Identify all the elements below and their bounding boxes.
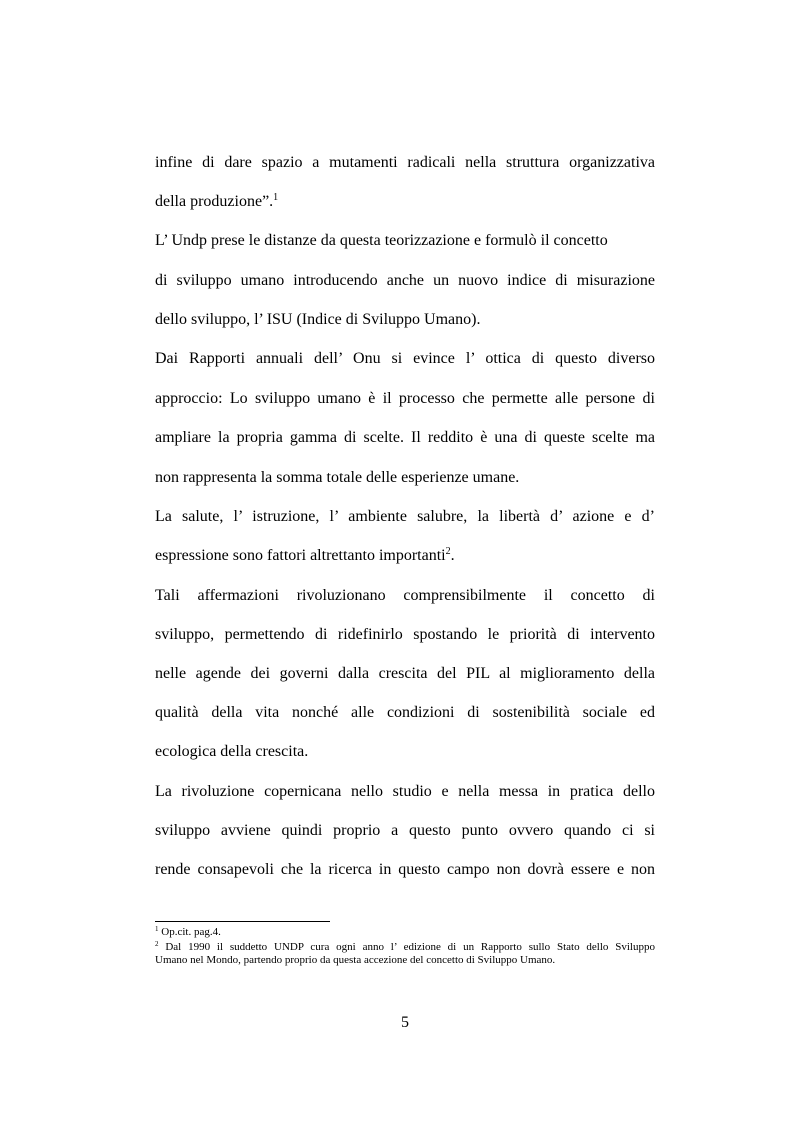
body-line-text: . [450,547,455,564]
page-number: 5 [401,1014,409,1031]
footnote-ref: 1 [273,192,279,203]
body-line: sviluppo avviene quindi proprio a questo punto ovvero quando ci si [155,822,655,839]
footnote-separator [155,921,330,922]
footnote-2 [155,941,655,954]
body-line [155,546,655,566]
body-line: nelle agende dei governi dalla crescita del PIL al miglioramento della [155,665,655,682]
footnote-mark: 1 [155,925,159,933]
footnote-mark: 2 [155,940,159,948]
body-line: ecologica della crescita. [155,743,309,760]
body-line: di sviluppo umano introducendo anche un nuovo indice di misurazione [155,272,655,289]
body-line: qualità della vita nonché alle condizioni di sostenibilità sociale ed [155,704,655,721]
body-line: La salute, l’ istruzione, l’ ambiente salubre, la libertà d’ azione e d’ [155,508,655,525]
body-line: Tali affermazioni rivoluzionano comprensibilmente il concetto di [155,587,655,604]
body-line-text: espressione sono fattori altrettanto importanti [155,547,446,564]
footnote-2-continuation: Umano nel Mondo, partendo proprio da questa accezione del concetto di Sviluppo Umano. [155,954,556,966]
body-line: non rappresenta la somma totale delle esperienze umane. [155,469,520,486]
footnote-text: Op.cit. pag.4. [158,926,221,938]
body-line [155,192,655,212]
body-line: infine di dare spazio a mutamenti radicali nella struttura organizzativa [155,154,655,171]
body-line: L’ Undp prese le distanze da questa teorizzazione e formulò il concetto [155,232,608,249]
body-line: approccio: Lo sviluppo umano è il processo che permette alle persone di [155,390,655,407]
body-line: dello sviluppo, l’ ISU (Indice di Sviluppo Umano). [155,311,481,328]
body-line-text: della produzione”. [155,193,274,210]
body-line: sviluppo, permettendo di ridefinirlo spostando le priorità di intervento [155,626,655,643]
body-line: La rivoluzione copernicana nello studio e nella messa in pratica dello [155,783,655,800]
footnote-text: Dal 1990 il suddetto UNDP cura ogni anno l’ edizione di un Rapporto sullo Stato dello Sviluppo [158,941,655,953]
footnote-1 [155,926,655,939]
footnote-ref: 2 [445,546,451,557]
body-line: rende consapevoli che la ricerca in questo campo non dovrà essere e non [155,861,655,878]
body-line: ampliare la propria gamma di scelte. Il reddito è una di queste scelte ma [155,429,655,446]
body-line: Dai Rapporti annuali dell’ Onu si evince l’ ottica di questo diverso [155,350,655,367]
